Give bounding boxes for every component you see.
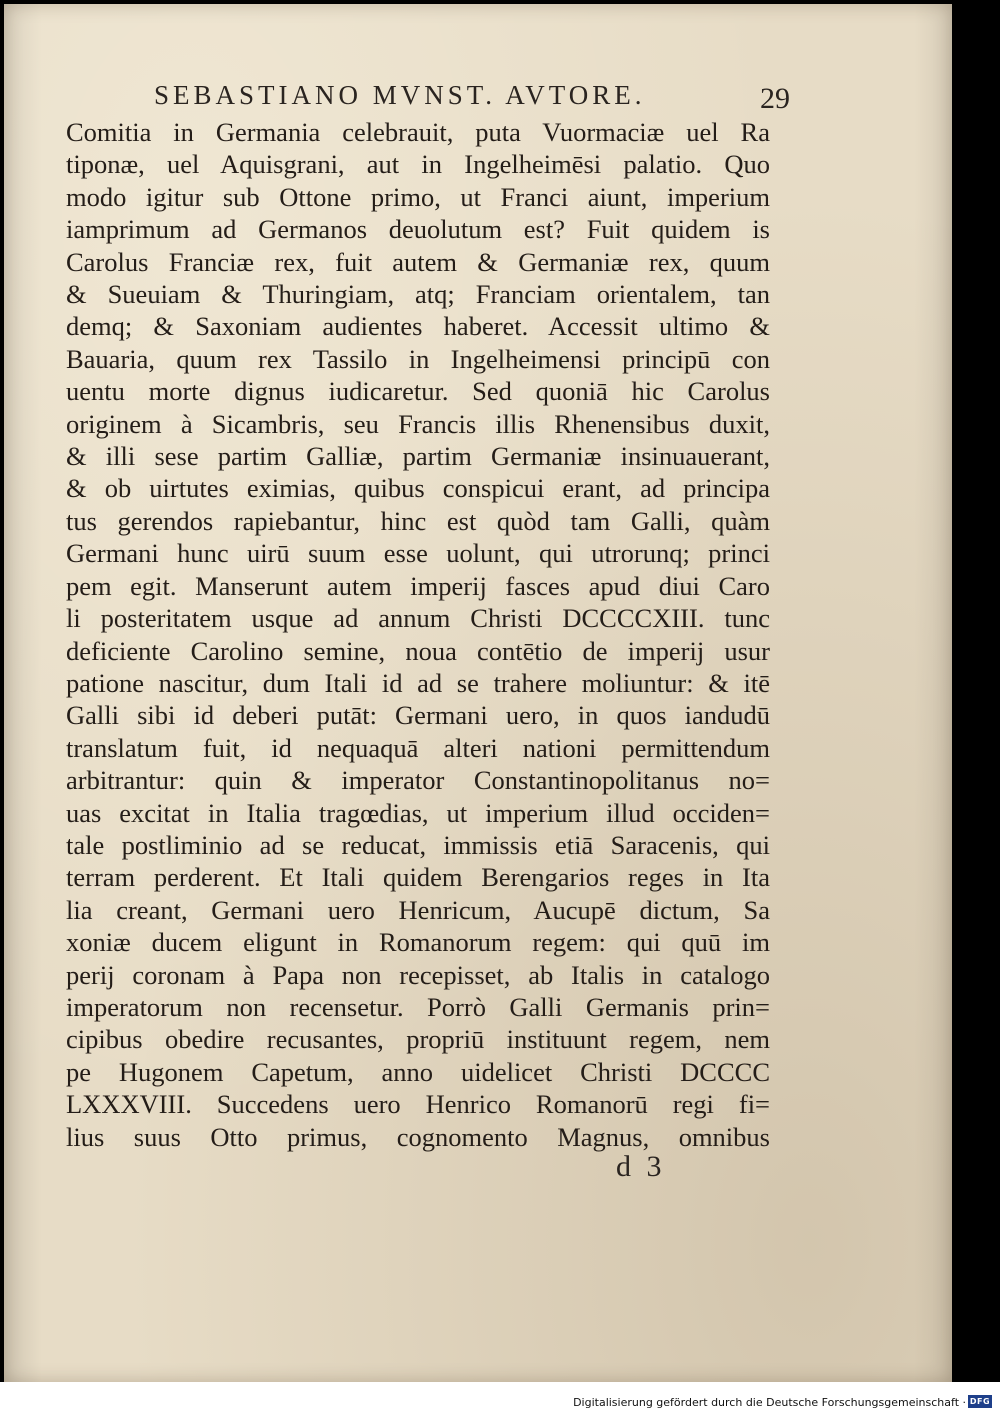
text-line: terram perderent. Et Itali quidem Berengarios reges in Ita [66,862,770,893]
text-line: pe Hugonem Capetum, anno uidelicet Christi DCCCC [66,1056,770,1087]
text-line: xoniæ ducem eligunt in Romanorum regem: qui quū im [66,927,770,958]
text-line: perij coronam à Papa non recepisset, ab Italis in catalogo [66,959,770,990]
text-line: lia creant, Germani uero Henricum, Aucupē dictum, Sa [66,894,770,925]
text-line: lius suus Otto primus, cognomento Magnus, omnibus [66,1121,770,1152]
text-line: tale postliminio ad se reducat, immissis etiā Saracenis, qui [66,829,770,860]
text-line: cipibus obedire recusantes, propriū instituunt regem, nem [66,1024,770,1055]
text-line: uentu morte dignus iudicaretur. Sed quoniā hic Carolus [66,376,770,407]
text-line: & Sueuiam & Thuringiam, atq; Franciam orientalem, tan [66,279,770,310]
page-number: 29 [760,82,790,115]
signature-mark: d 3 [616,1150,662,1183]
text-line: tiponæ, uel Aquisgrani, aut in Ingelheimēsi palatio. Quo [66,149,770,180]
text-line: Galli sibi id deberi putāt: Germani uero, in quos iandudū [66,700,770,731]
text-line: Germani hunc uirū suum esse uolunt, qui utrorunq; princi [66,538,770,569]
text-block [66,116,770,1153]
text-line: translatum fuit, id nequaquā alteri nationi permittendum [66,732,770,763]
dfg-logo-icon: DFG [969,1397,991,1406]
text-line: originem à Sicambris, seu Francis illis Rhenensibus duxit, [66,408,770,439]
text-line: iamprimum ad Germanos deuolutum est? Fuit quidem is [66,214,770,245]
text-line: patione nascitur, dum Itali id ad se trahere moliuntur: & itē [66,667,770,698]
text-line: Comitia in Germania celebrauit, puta Vuormaciæ uel Ra [66,117,770,147]
funding-credit: Digitalisierung gefördert durch die Deutsche Forschungsgemeinschaft · [573,1396,966,1409]
text-line: imperatorum non recensetur. Porrò Galli Germanis prin= [66,991,770,1022]
text-line: LXXXVIII. Succedens uero Henrico Romanorū regi fi= [66,1089,770,1120]
text-line: modo igitur sub Ottone primo, ut Franci aiunt, imperium [66,181,770,212]
text-line: deficiente Carolino semine, noua contētio de imperij usur [66,635,770,666]
text-line: pem egit. Manserunt autem imperij fasces apud diui Caro [66,570,770,601]
text-line: & ob uirtutes eximias, quibus conspicui erant, ad principa [66,473,770,504]
text-line: Carolus Franciæ rex, fuit autem & Germaniæ rex, quum [66,246,770,277]
book-page [4,4,952,1382]
text-line: & illi sese partim Galliæ, partim Germaniæ insinuauerant, [66,441,770,472]
running-head: SEBASTIANO MVNST. AVTORE. [154,80,646,110]
text-line: li posteritatem usque ad annum Christi DCCCCXIII. tunc [66,603,770,634]
text-line: uas excitat in Italia tragœdias, ut imperium illud occiden= [66,797,770,828]
text-line: arbitrantur: quin & imperator Constantinopolitanus no= [66,765,770,796]
text-line: demq; & Saxoniam audientes haberet. Accessit ultimo & [66,311,770,342]
text-line: Bauaria, quum rex Tassilo in Ingelheimensi principū con [66,343,770,374]
text-line: tus gerendos rapiebantur, hinc est quòd tam Galli, quàm [66,505,770,536]
